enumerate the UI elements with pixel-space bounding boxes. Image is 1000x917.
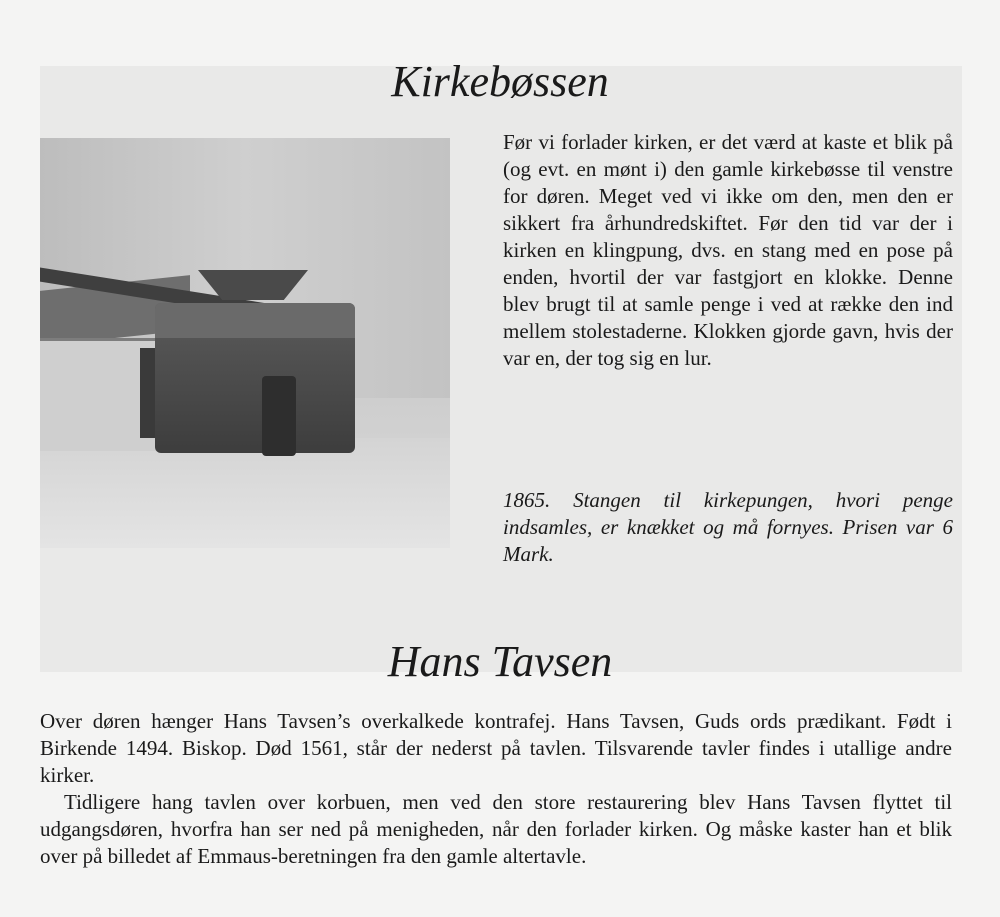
hans-tavsen-paragraph-1: Over døren hænger Hans Tavsen’s overkalkede kontrafej. Hans Tavsen, Guds ords prædikant. Født i Birkende 1494. Biskop. Død 1561, står der nederst på tavlen. Tilsvarende tavler findes i utallige andre kirker. [40,709,952,787]
hans-tavsen-paragraph-2: Tidligere hang tavlen over korbuen, men ved den store restaurering blev Hans Tavsen flyttet til udgangsdøren, hvorfra han ser ned på menigheden, når den forlader kirken. Og måske kaster han et blik over på billedet af Emmaus-beretningen fra den gamle altertavle. [40,790,952,868]
kirkeboessen-body: Før vi forlader kirken, er det værd at kaste et blik på (og evt. en mønt i) den gamle kirkebøsse til venstre for døren. Meget ved vi ikke om den, men den er sikkert fra århundredskiftet. Før den tid var der i kirken en klingpung, dvs. en stang med en pose på enden, hvortil der var fastgjort en klokke. Denne blev brugt til at samle penge i ved at række den ind mellem stolestaderne. Klokken gjorde gavn, hvis der var en, der tog sig en lur. [503,130,953,370]
kirkeboessen-caption: 1865. Stangen til kirkepungen, hvori penge indsamles, er knækket og må fornyes. Prisen var 6 Mark. [503,488,953,566]
photo-floor [40,438,450,548]
photo-collection-box [40,138,450,548]
photo-padlock [262,376,296,456]
section-title-hans-tavsen: Hans Tavsen [387,637,613,686]
section-title-kirkeboessen: Kirkebøssen [391,57,609,106]
photo-box-lid [155,303,355,338]
